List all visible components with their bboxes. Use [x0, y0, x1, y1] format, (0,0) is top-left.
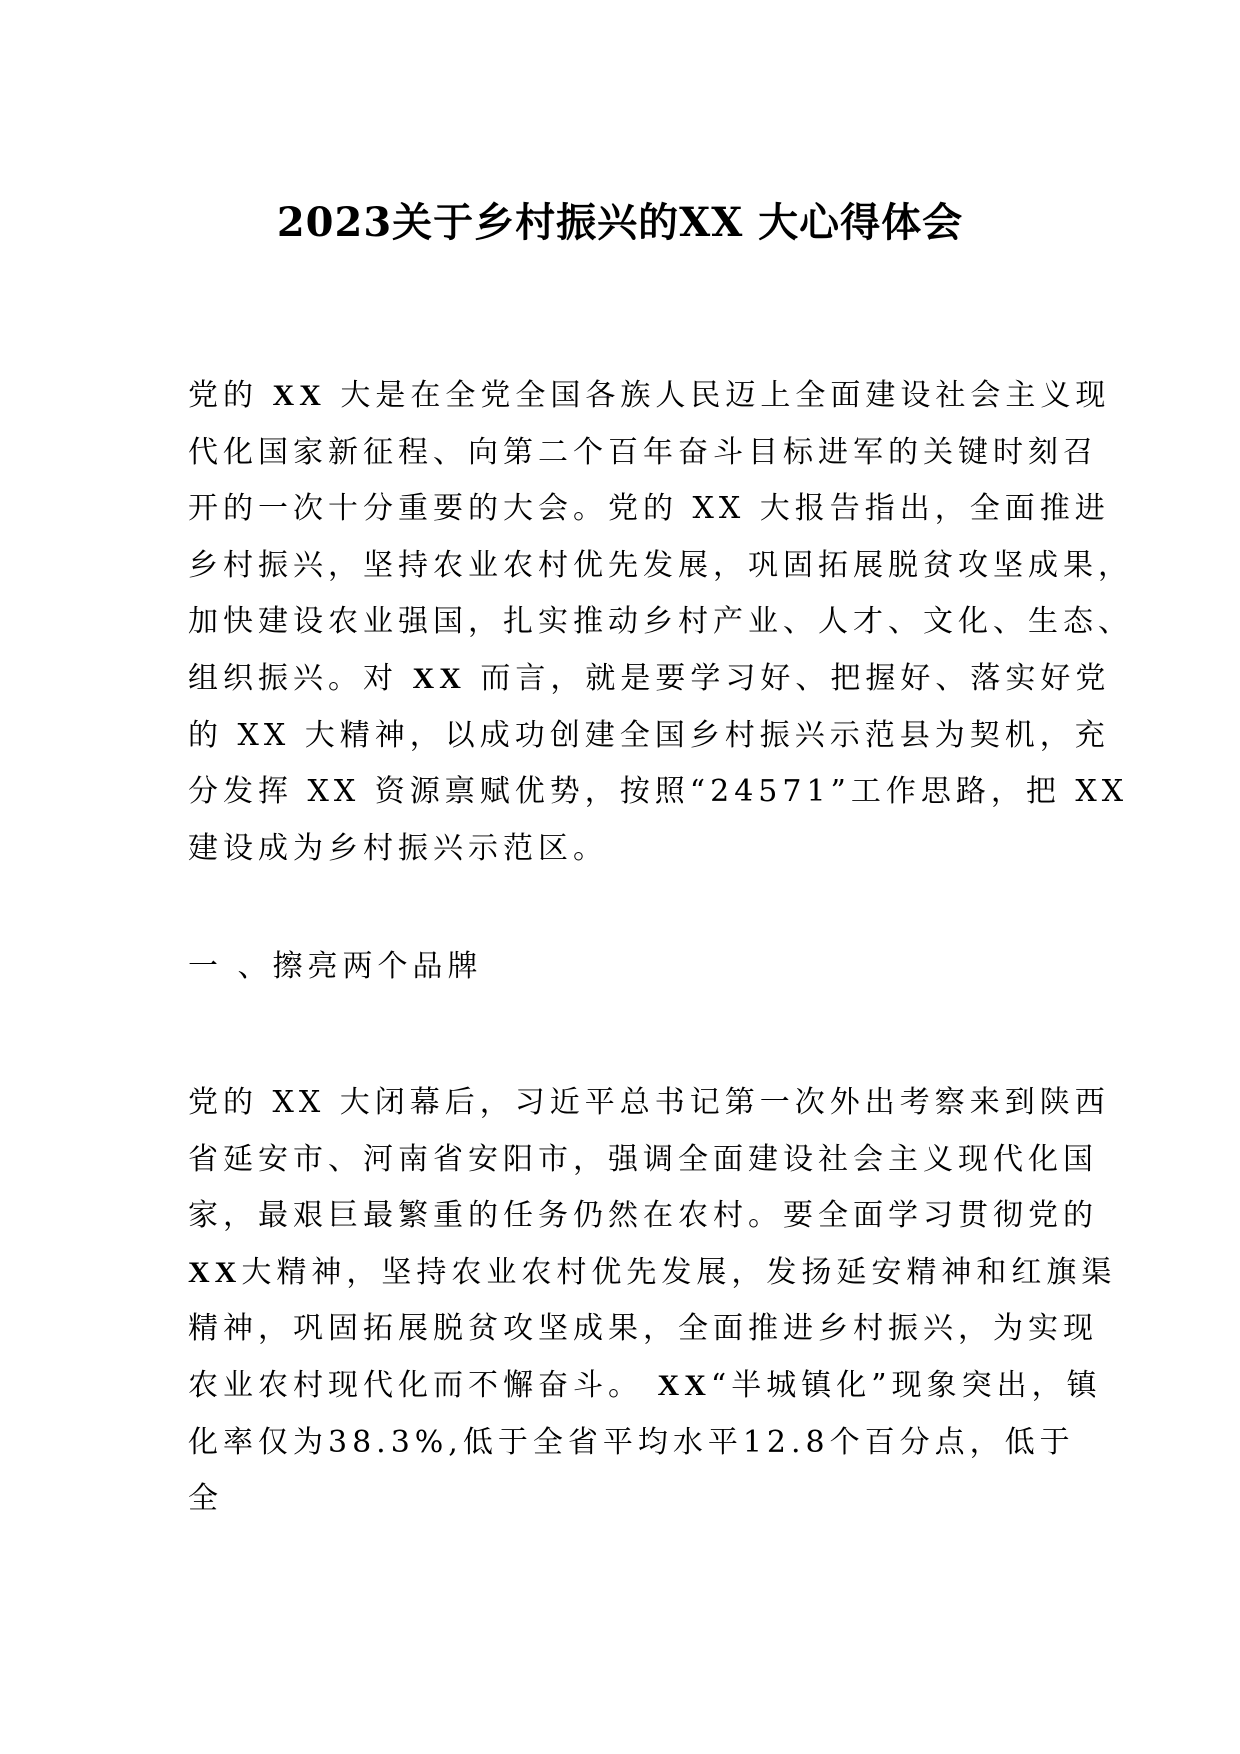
bold-text: XX [657, 1368, 711, 1402]
text-line: 党的 XX 大是在全党全国各族人民迈上全面建设社会主义现 [188, 378, 1111, 413]
bold-text: XX [412, 661, 466, 695]
paragraph-section-1 [188, 1075, 1117, 1528]
text-line: 农业农村现代化而不懈奋斗。 XX“半城镇化”现象突出，镇 [188, 1367, 1102, 1403]
text-line: 加快建设农业强国，扎实推动乡村产业、人才、文化、生态、 [188, 604, 1133, 640]
text-line: 乡村振兴，坚持农业农村优先发展，巩固拓展脱贫攻坚成果， [188, 547, 1133, 583]
text-line: XX大精神，坚持农业农村优先发展，发扬延安精神和红旗渠 [188, 1254, 1117, 1290]
text-line: 全 [188, 1481, 223, 1517]
text-line: 开的一次十分重要的大会。党的 XX 大报告指出，全面推进 [188, 491, 1110, 527]
bold-text: XX [272, 379, 326, 412]
text-line: 代化国家新征程、向第二个百年奋斗目标进军的关键时刻召 [188, 434, 1098, 470]
text-line: 建设成为乡村振兴示范区。 [188, 830, 608, 866]
paragraph-intro [188, 368, 1133, 877]
text-line: 组织振兴。对 XX 而言，就是要学习好、把握好、落实好党 [188, 660, 1111, 696]
text-line: 家，最艰巨最繁重的任务仍然在农村。要全面学习贯彻党的 [188, 1198, 1098, 1234]
document-title: 2023关于乡村振兴的XX 大心得体会 [276, 199, 964, 246]
bold-text: XX [188, 1255, 242, 1289]
text-line: 分发挥 XX 资源禀赋优势，按照“24571”工作思路，把 XX [188, 774, 1129, 810]
section-heading-1: 一 、擦亮两个品牌 [188, 949, 483, 984]
text-line: 的 XX 大精神，以成功创建全国乡村振兴示范县为契机，充 [188, 717, 1110, 753]
text-line: 精神，巩固拓展脱贫攻坚成果，全面推进乡村振兴，为实现 [188, 1311, 1098, 1347]
text-line: 省延安市、河南省安阳市，强调全面建设社会主义现代化国 [188, 1141, 1098, 1177]
text-line: 党的 XX 大闭幕后，习近平总书记第一次外出考察来到陕西 [188, 1085, 1110, 1120]
text-line: 化率仅为38.3%,低于全省平均水平12.8个百分点，低于 [188, 1424, 1075, 1460]
